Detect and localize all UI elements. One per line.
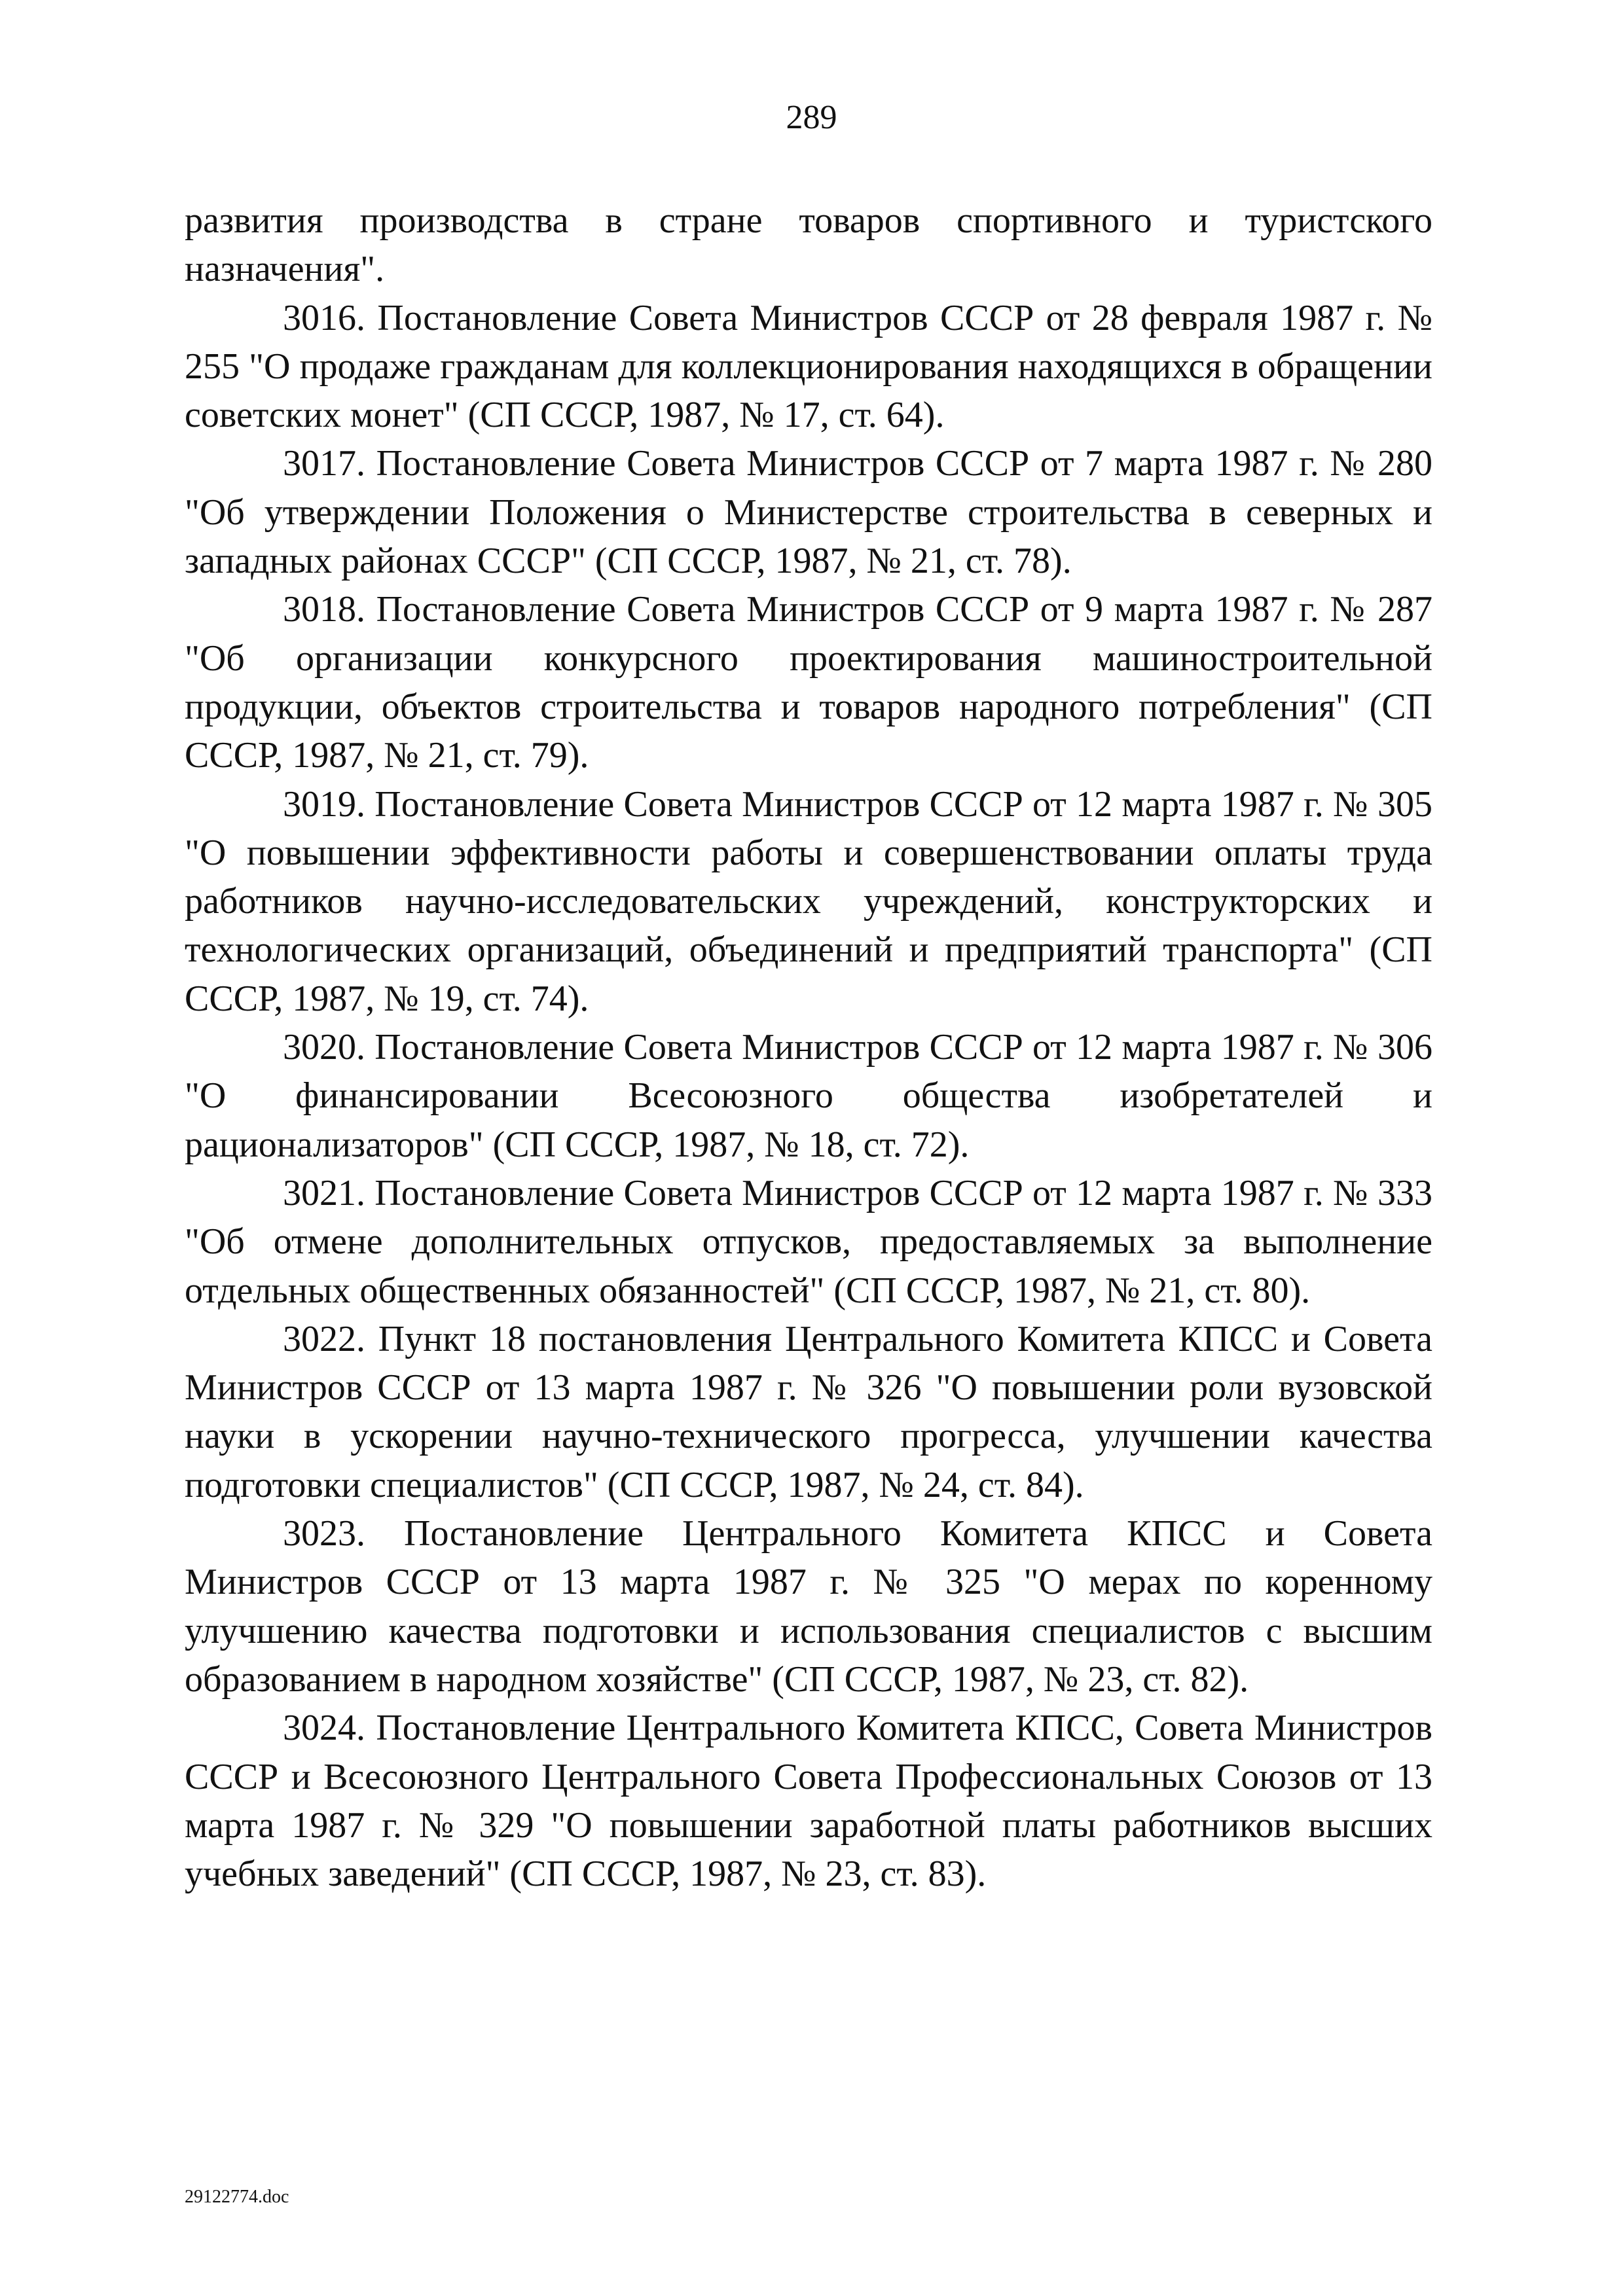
paragraph-continuation: развития производства в стране товаров спортивного и туристского назначения". — [185, 200, 1432, 290]
entry-3018: 3018. Постановление Совета Министров СССР от 9 марта 1987 г. № 287 "Об организации конкурсного проектирования машиностроительной продукции, объектов строительства и товаров народного потребления" (СП СССР, 1987, № 21, ст. 79). — [185, 589, 1432, 776]
entry-3020: 3020. Постановление Совета Министров СССР от 12 марта 1987 г. № 306 "О финансировании Всесоюзного общества изобретателей и рационализаторов" (СП СССР, 1987, № 18, ст. 72). — [185, 1027, 1432, 1165]
entry-3019: 3019. Постановление Совета Министров СССР от 12 марта 1987 г. № 305 "О повышении эффективности работы и совершенствовании оплаты труда работников научно-исследовательских учреждений, конструкторских и технологических организаций, объединений и предприятий транспорта" (СП СССР, 1987, № 19, ст. 74). — [185, 783, 1432, 1019]
footer-doc-id: 29122774.doc — [185, 2187, 289, 2207]
entry-3016: 3016. Постановление Совета Министров СССР от 28 февраля 1987 г. № 255 "О продаже гражданам для коллекционирования находящихся в обращении советских монет" (СП СССР, 1987, № 17, ст. 64). — [185, 297, 1432, 436]
entry-3022: 3022. Пункт 18 постановления Центрального Комитета КПСС и Совета Министров СССР от 13 марта 1987 г. № 326 "О повышении роли вузовской науки в ускорении научно-технического прогресса, улучшении качества подготовки специалистов" (СП СССР, 1987, № 24, ст. 84). — [185, 1318, 1432, 1505]
entry-3023: 3023. Постановление Центрального Комитета КПСС и Совета Министров СССР от 13 марта 1987 г. № 325 "О мерах по коренному улучшению качества подготовки и использования специалистов с высшим образованием в народном хозяйстве" (СП СССР, 1987, № 23, ст. 82). — [185, 1513, 1432, 1700]
page-number: 289 — [786, 99, 837, 136]
entry-3021: 3021. Постановление Совета Министров СССР от 12 марта 1987 г. № 333 "Об отмене дополнительных отпусков, предоставляемых за выполнение отдельных общественных обязанностей" (СП СССР, 1987, № 21, ст. 80). — [185, 1172, 1432, 1311]
entry-3017: 3017. Постановление Совета Министров СССР от 7 марта 1987 г. № 280 "Об утверждении Положения о Министерстве строительства в северных и западных районах СССР" (СП СССР, 1987, № 21, ст. 78). — [185, 443, 1432, 582]
entry-3024: 3024. Постановление Центрального Комитета КПСС, Совета Министров СССР и Всесоюзного Центрального Совета Профессиональных Союзов от 13 марта 1987 г. № 329 "О повышении заработной платы работников высших учебных заведений" (СП СССР, 1987, № 23, ст. 83). — [185, 1708, 1432, 1895]
document-body — [185, 196, 1432, 1898]
